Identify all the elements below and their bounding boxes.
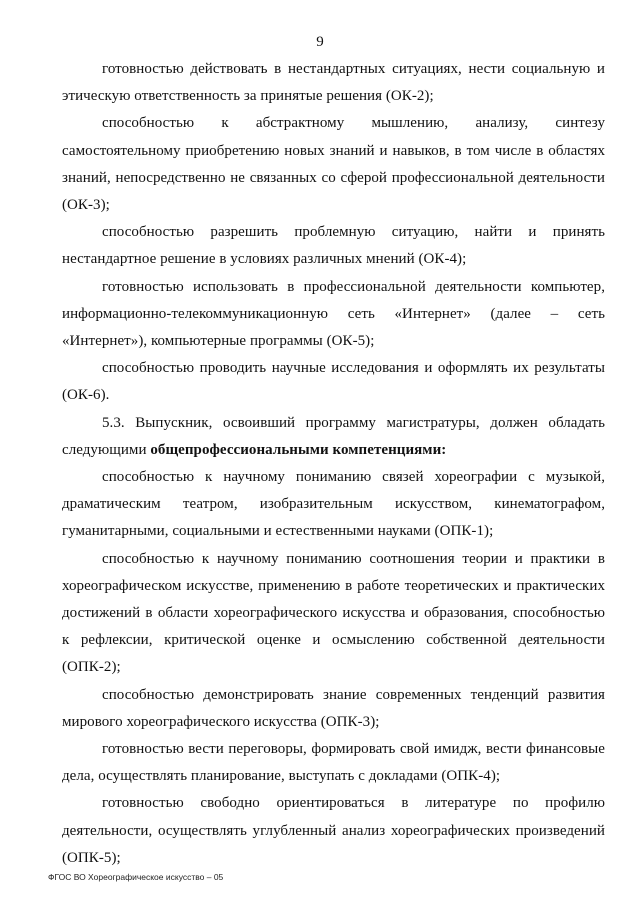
paragraph-opk3: способностью демонстрировать знание современных тенденций развития мирового хореографического искусства (ОПК-3);	[62, 686, 605, 730]
paragraph-opk5: готовностью свободно ориентироваться в литературе по профилю деятельности, осуществлять углубленный анализ хореографических произведений (ОПК-5);	[62, 795, 605, 866]
document-body	[62, 56, 605, 872]
paragraph-opk1: способностью к научному пониманию связей хореографии с музыкой, драматическим театром, изобразительным искусством, кинематографом, гуманитарными, социальными и естественными науками (ОПК-1);	[62, 469, 605, 540]
paragraph-opk4: готовностью вести переговоры, формировать свой имидж, вести финансовые дела, осуществлять планирование, выступать с докладами (ОПК-4);	[62, 741, 605, 785]
page-number: 9	[316, 34, 324, 50]
section-5-3-text: 5.3. Выпускник, освоивший программу магистратуры, должен обладать следующими	[62, 414, 605, 458]
footer-document-id: ФГОС ВО Хореографическое искусство – 05	[48, 872, 224, 882]
paragraph-section-5-3	[62, 410, 605, 464]
paragraph-ok3: способностью к абстрактному мышлению, анализу, синтезу самостоятельному приобретению новых знаний и навыков, в том числе в областях знаний, непосредственно не связанных со сферой профессиональной деятельности (ОК-3);	[62, 115, 605, 214]
paragraph-ok4: способностью разрешить проблемную ситуацию, найти и принять нестандартное решение в условиях различных мнений (ОК-4);	[62, 224, 605, 268]
paragraph-opk2: способностью к научному пониманию соотношения теории и практики в хореографическом искусстве, применению в работе теоретических и практических достижений в области хореографического искусства и образования, способностью к рефлексии, критической оценке и осмыслению собственной деятельности (ОПК-2);	[62, 550, 605, 676]
paragraph-ok6: способностью проводить научные исследования и оформлять их результаты (ОК-6).	[62, 360, 605, 404]
section-5-3-bold-term: общепрофессиональными компетенциями:	[150, 441, 447, 458]
paragraph-ok2: готовностью действовать в нестандартных ситуациях, нести социальную и этическую ответственность за принятые решения (ОК-2);	[62, 61, 605, 105]
paragraph-ok5: готовностью использовать в профессиональной деятельности компьютер, информационно-телекоммуникационную сеть «Интернет» (далее – сеть «Интернет»), компьютерные программы (ОК-5);	[62, 278, 605, 350]
